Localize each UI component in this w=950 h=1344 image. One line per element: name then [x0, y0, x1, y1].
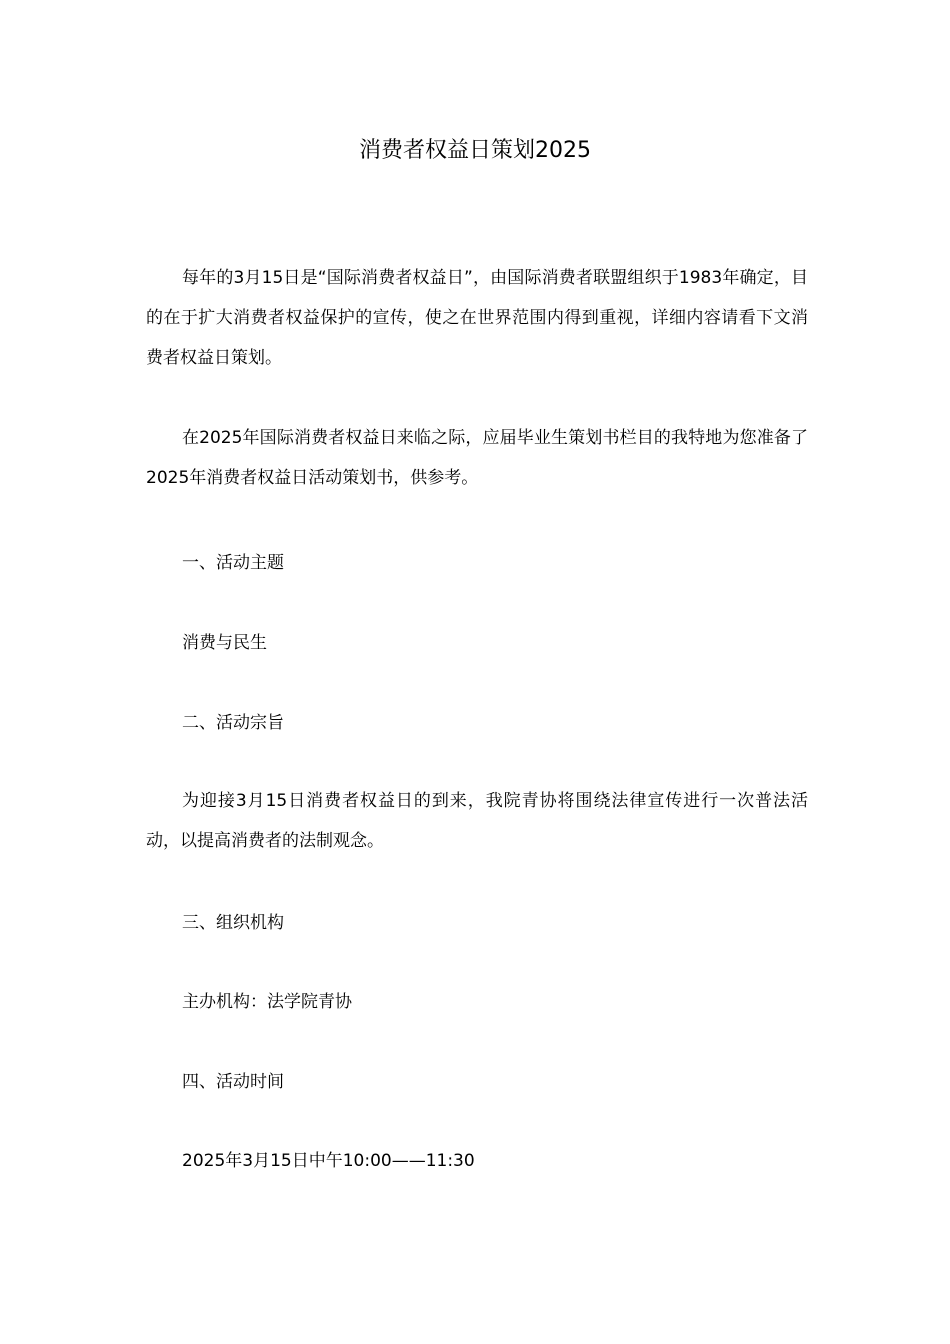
intro-paragraph: 每年的3月15日是“国际消费者权益日”，由国际消费者联盟组织于1983年确定，目的在于扩大消费者权益保护的宣传，使之在世界范围内得到重视，详细内容请看下文消费者权益日策划。 — [146, 268, 808, 368]
organizer-text: 主办机构：法学院青协 — [182, 992, 352, 1012]
section-heading-purpose: 二、活动宗旨 — [182, 713, 284, 733]
section-heading-organization: 三、组织机构 — [182, 913, 284, 933]
event-time-text: 2025年3月15日中午10:00——11:30 — [182, 1151, 475, 1171]
section-heading-time: 四、活动时间 — [182, 1072, 284, 1092]
section-heading-theme: 一、活动主题 — [182, 553, 284, 573]
preface-paragraph: 在2025年国际消费者权益日来临之际，应届毕业生策划书栏目的我特地为您准备了2025年消费者权益日活动策划书，供参考。 — [146, 428, 808, 488]
theme-text: 消费与民生 — [182, 633, 267, 653]
document-title: 消费者权益日策划2025 — [359, 138, 591, 163]
purpose-paragraph: 为迎接3月15日消费者权益日的到来，我院青协将围绕法律宣传进行一次普法活动，以提高消费者的法制观念。 — [146, 791, 808, 851]
